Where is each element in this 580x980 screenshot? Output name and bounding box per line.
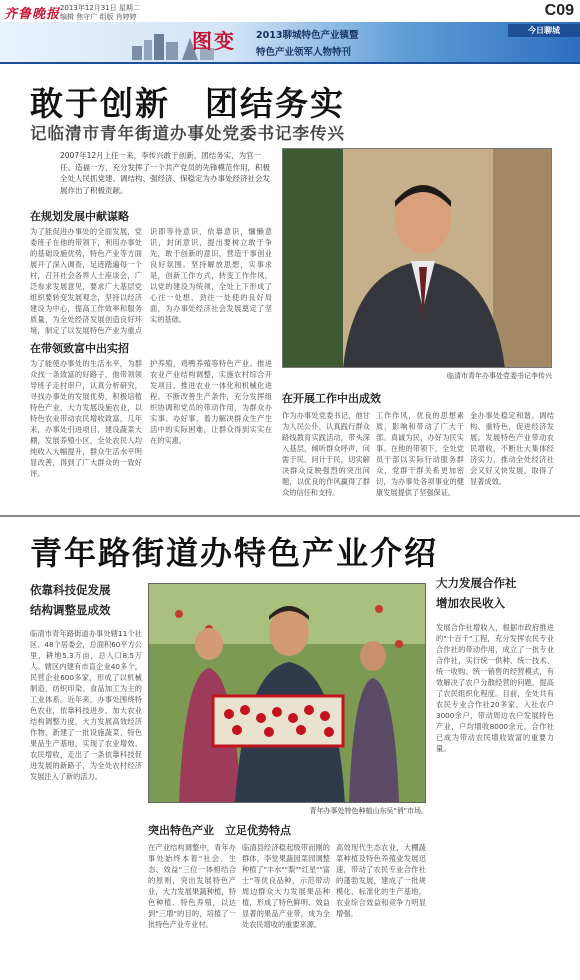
date-line: 2013年12月31日 星期二 <box>60 4 140 12</box>
article-divider <box>0 515 580 517</box>
article1-subhead: 记临清市青年街道办事处党委书记李传兴 <box>30 124 345 143</box>
section-heading-planning: 在规划发展中献谋略 <box>30 210 129 223</box>
tech-heading-line1: 依靠科技促发展 <box>30 583 111 597</box>
portrait-caption: 临清市青年办事处党委书记李传兴 <box>447 372 552 380</box>
page-header <box>0 0 580 22</box>
portrait-photo <box>282 148 552 368</box>
specialty-col-a: 在产业结构调整中，青年办事处始终本着"社会、生态、效益"三位一体相结合的原则，突出发展特色产业，大力发展果蔬种植，特色种植、特色养殖，以达到"三增"的目的，培植了一批特色产业专业村。 <box>148 843 236 929</box>
banner-title-line2: 特色产业领军人物特刊 <box>256 47 352 58</box>
coop-body: 发展合作社增收入，根据市政府推进的"十百千"工程，充分发挥农民专业合作社的带动作用，成立了一批专业合作社，实行统一供种、统一技术、统一收购、统一销售的经营模式，有效解决了农户分散经营的问题，提高了农民组织化程度。目前，全处共有农民专业合作社20多家，入社农户3000余户，带动周边农户发展特色产业，户均增收8000余元，合作社已成为带动农民增收致富的重要力量。 <box>436 623 554 753</box>
special-issue-banner <box>0 22 580 62</box>
section-heading-results: 在开展工作中出成效 <box>282 392 381 405</box>
editor-line: 编辑 焦守广 组版 肖婷婷 <box>60 13 137 21</box>
section-heading-specialty: 突出特色产业 立足优势特点 <box>148 824 291 837</box>
coop-heading-line1: 大力发展合作社 <box>436 576 517 590</box>
header-divider <box>0 62 580 64</box>
section-heading-coop <box>436 573 517 613</box>
coop-heading-line2: 增加农民收入 <box>436 596 505 610</box>
article1-lead: 2007年12月上任一来，李传兴敢于创新、团结务实，为官一任、造福一方，充分发挥了一个共产党员的先锋模范作用，积极全处人民抓党建、调结构、强经济、保稳定为办事处经济社会发展作出了积极贡献。 <box>60 151 270 195</box>
specialty-col-c: 高效现代生态农业，大棚蔬菜种植及特色养殖业发展迅速，带动了农民专业合作社的蓬勃发展，建成了一批规模化、标准化的生产基地，农业综合效益和竞争力明显增强。 <box>336 843 426 918</box>
results-col-a: 作为办事处党委书记，他甘为人民公仆，认真践行群众路线教育实践活动，带头深入基层，倾听群众呼声，问需于民、问计于民，切实解决群众反映强烈的突出问题，以优良的作风赢得了群众的信任和支持。 <box>282 411 370 497</box>
banner-title-line1: 2013聊城特色产业镇暨 <box>256 30 359 41</box>
specialty-col-b: 临清县经济稳起级带而刚的群体，李堂果蔬园菜园调整种植了"丰水""梨""红星""富士"等优良品种，示范带动周边群众大力发展果品种植，形成了特色鲜明、效益显著的果品产业带，成为全处农民增收的重要来源。 <box>242 843 330 929</box>
section-heading-tech <box>30 580 111 620</box>
tech-heading-line2: 结构调整显成效 <box>30 603 111 617</box>
results-col-c: 金办事处稳定和谐。调结构、重特色，促进经济发展。发展特色产业带动农民增收，不断壮大集体经济实力，推动全处经济社会又好又快发展，取得了显著成效。 <box>470 411 554 486</box>
page-number: C09 <box>544 2 574 19</box>
portrait-illustration <box>283 149 552 368</box>
masthead-logo: 齐鲁晚报 <box>4 7 61 22</box>
section-tag: 今日聊城 <box>508 24 580 37</box>
planning-col-b: 识即等待意识，依靠意识，慵懒意识，封闭意识，提出要树立敢于争先，敢于创新的意识，营造干事创业良好氛围。坚持解放思想，实事求是，创新工作方式，转变工作作风，以党的建设为统领，全处上下形成了心往一处想、劲往一处使的良好局面，为办事处经济社会发展奠定了坚实的基础。 <box>150 227 272 324</box>
farmers-caption: 青年办事处特色种植山东吴"俏"市场。 <box>309 807 428 815</box>
article2-headline: 青年路街道办特色产业介绍 <box>30 534 439 572</box>
banner-logo: 图变 <box>192 29 236 53</box>
farmers-illustration <box>149 584 426 803</box>
farmers-photo <box>148 583 426 803</box>
wealth-col-b: 护养殖，鸡鸭养殖等特色产业。推进农业产业结构调整，实施农村综合开发项目，推进农业一体化和机械化进程。不断改善生产条件，充分发挥组织协调和党员的带动作用，为群众办实事、办好事，着力解决群众生产生活中的实际困难，让群众得到实实在在的实惠。 <box>150 359 272 445</box>
article1-headline: 敢于创新 团结务实 <box>30 84 345 123</box>
tech-body: 临清市青年路街道办事处辖11个社区、48个居委会，总面积60平方公里，耕地5.3万亩，总人口8.5万人。辖区内建有市直企业40多个，民营企业600多家，形成了以机械制造、纺织印染、食品加工为主的工业体系。近年来，办事处围绕特色农业，依靠科技进步，加大农业结构调整力度，大力发展高效经济作物，新建了一批设施蔬菜、特色果品生产基地，实现了农业增效、农民增收，走出了一条依靠科技促进发展的新路子，为全处农村经济发展注入了新的活力。 <box>30 629 142 781</box>
planning-col-a: 为了能促进办事处的全面发展，党委班子在他的带领下，利用办事处的基础设施优势，特色产业等方面展开了深入调查，足迹踏遍每一个村，召开社会各界人士座谈会，广泛参求发展意见，要求广大基层党组织要转变发展观念，坚持以经济建设为中心，提高工作效率和服务质量，为全处经济发展创造良好环境，制定了以发展特色产业为重点 <box>30 227 142 334</box>
section-heading-wealth: 在带领致富中出实招 <box>30 342 129 355</box>
wealth-col-a: 为了能使办事处的生活水平，为群众找一条致富的好路子，他带领领导班子走村串户，认真分析研究，寻找办事处的发展优势，积极培植特色产业，大力发展设施农业，以特色农业带动农民增收致富，几年来，办事处引进项目，建设蔬菜大棚，发展养殖小区，全处农民人均纯收入大幅提升，群众生活水平明显改善，得到了广大群众的一致好评。 <box>30 359 142 478</box>
results-col-b: 工作作风，优良的思想素质，影响和带动了广大干部。真诚为民，办好为民实事。在他的带领下，全处党员干部以实际行动服务群众，党群干群关系更加密切，为办事处各项事业的健康发展提供了坚强保证。 <box>376 411 464 497</box>
